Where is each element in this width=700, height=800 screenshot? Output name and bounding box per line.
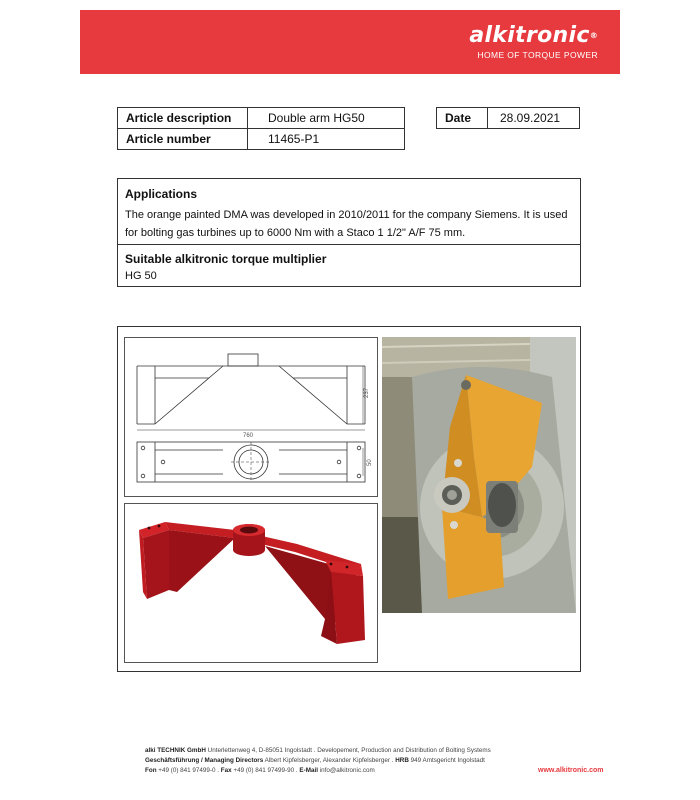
date-table xyxy=(436,107,580,129)
applications-line-1: The orange painted DMA was developed in 2010/2011 for the company Siemens. It is used xyxy=(125,209,568,221)
article-description-label: Article description xyxy=(118,108,248,129)
article-table xyxy=(117,107,405,150)
footer-managing-label: Geschäftsführung / Managing Directors xyxy=(145,757,264,764)
footer-line-2 xyxy=(145,756,491,766)
brand-logo xyxy=(469,24,598,48)
red-model-image xyxy=(124,503,378,663)
footer-hrb-label: HRB xyxy=(395,757,409,764)
footer xyxy=(145,746,491,776)
footer-line-1 xyxy=(145,746,491,756)
trademark: ® xyxy=(589,31,598,40)
model-svg xyxy=(125,504,377,662)
footer-email-label: E-Mail xyxy=(299,767,318,774)
footer-company: alki TECHNIK GmbH xyxy=(145,747,206,754)
article-number-value: 11465-P1 xyxy=(248,129,405,150)
dimension-width: 50 xyxy=(367,459,373,466)
images-box xyxy=(117,326,581,672)
technical-drawing xyxy=(124,337,378,497)
footer-fax-value: +49 (0) 841 97499-90 . xyxy=(233,767,298,774)
footer-website-link[interactable]: www.alkitronic.com xyxy=(538,767,604,774)
drawing-svg xyxy=(125,338,377,496)
footer-line-3 xyxy=(145,766,491,776)
dimension-length: 760 xyxy=(243,433,254,439)
footer-fon-label: Fon xyxy=(145,767,157,774)
footer-fax-label: Fax xyxy=(220,767,232,774)
orange-arm-photo xyxy=(382,337,576,613)
section-divider xyxy=(118,244,580,245)
applications-title: Applications xyxy=(125,187,198,201)
header-banner xyxy=(80,10,620,74)
footer-email-value[interactable]: info@alkitronic.com xyxy=(319,767,375,774)
brand-tagline: HOME OF TORQUE POWER xyxy=(477,50,598,60)
date-value: 28.09.2021 xyxy=(488,108,580,129)
applications-box xyxy=(117,178,581,287)
footer-fon-value: +49 (0) 841 97499-0 . xyxy=(158,767,220,774)
footer-hrb-value: 949 Amtsgericht Ingolstadt xyxy=(410,757,485,764)
article-description-value: Double arm HG50 xyxy=(248,108,405,129)
dimension-height: 237 xyxy=(364,387,370,398)
multiplier-title: Suitable alkitronic torque multiplier xyxy=(125,252,327,266)
footer-managing-names: Albert Kipfelsberger, Alexander Kipfelsberger . xyxy=(264,757,394,764)
photo-svg xyxy=(382,337,576,613)
date-label: Date xyxy=(437,108,488,129)
footer-address: Unterlettenweg 4, D-85051 Ingolstadt . Developement, Production and Distribution of Bolting Systems xyxy=(207,747,491,754)
article-number-label: Article number xyxy=(118,129,248,150)
applications-line-2: for bolting gas turbines up to 6000 Nm with a Staco 1 1/2" A/F 75 mm. xyxy=(125,227,466,239)
brand-name: alkitronic xyxy=(469,23,590,48)
table-row xyxy=(118,129,405,150)
multiplier-value: HG 50 xyxy=(125,270,157,282)
table-row xyxy=(437,108,580,129)
table-row xyxy=(118,108,405,129)
